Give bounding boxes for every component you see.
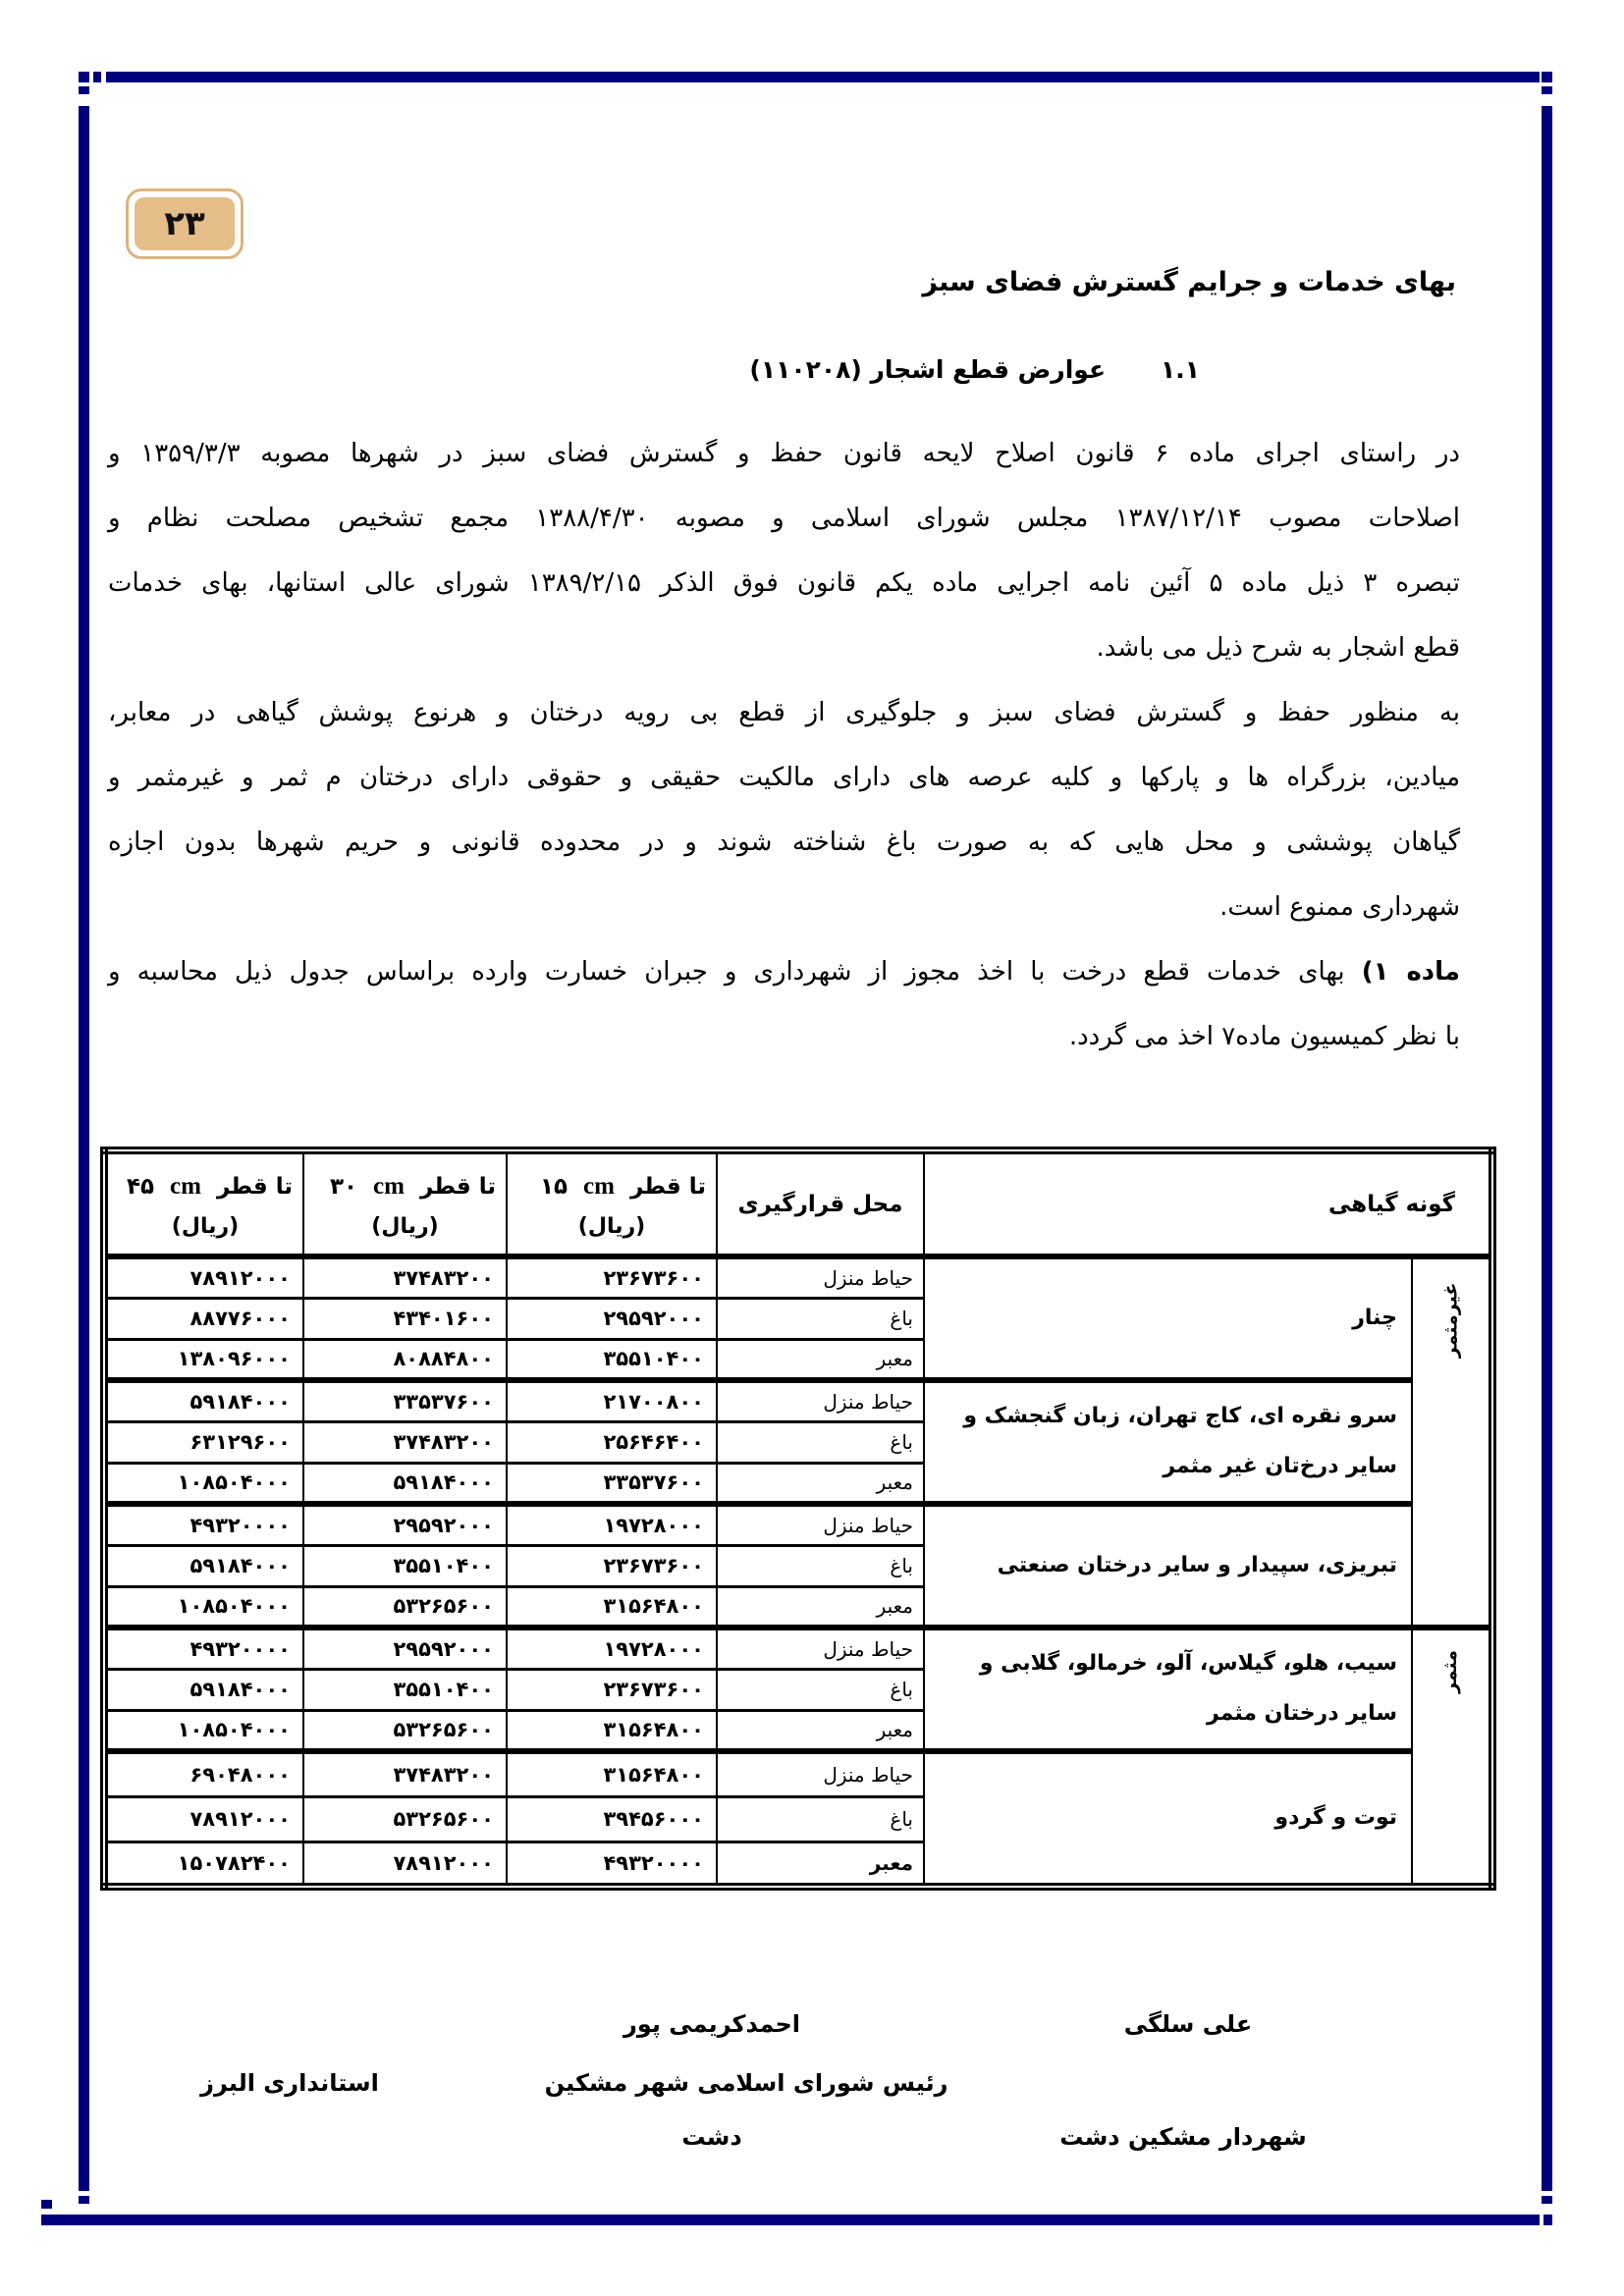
location-cell: باغ (717, 1421, 924, 1463)
diameter-unit: cm (373, 1173, 405, 1200)
price-45cm: ۵۹۱۸۴۰۰۰ (104, 1545, 303, 1586)
article-text: بهای خدمات قطع درخت با اخذ مجوز از شهرداری و جبران خسارت وارده براساس جدول ذیل محاسبه و (108, 957, 1345, 987)
category-cell-nonfruit (1412, 1256, 1492, 1628)
price-15cm: ۲۳۶۷۳۶۰۰ (507, 1545, 717, 1586)
price-15cm: ۳۵۵۱۰۴۰۰ (507, 1339, 717, 1380)
table-row (104, 1751, 1492, 1796)
species-cell: توت و گردو (924, 1751, 1412, 1887)
section-heading (749, 355, 1200, 384)
table-row (104, 1628, 1492, 1669)
border-corner-dash (41, 2200, 52, 2209)
location-cell: معبر (717, 1710, 924, 1751)
diameter-value: ۴۵ (126, 1174, 155, 1200)
price-45cm: ۵۹۱۸۴۰۰۰ (104, 1669, 303, 1710)
border-corner-dash (79, 86, 89, 94)
price-15cm: ۳۳۵۳۷۶۰۰ (507, 1463, 717, 1504)
diameter-value: ۳۰ (329, 1174, 358, 1200)
price-30cm: ۴۳۴۰۱۶۰۰ (303, 1298, 507, 1339)
header-species: گونه گیاهی (924, 1150, 1492, 1256)
currency-label: (ریال) (371, 1214, 439, 1239)
location-cell: معبر (717, 1586, 924, 1628)
section-number: ۱.۱ (1160, 355, 1200, 384)
signature-council-role-line1: رئیس شورای اسلامی شهر مشکین (544, 2069, 948, 2097)
border-corner-dash (93, 72, 101, 82)
currency-label: (ریال) (171, 1214, 240, 1239)
price-15cm: ۱۹۷۲۸۰۰۰ (507, 1504, 717, 1545)
page-number-badge (126, 188, 244, 259)
paragraph-line: تبصره ۳ ذیل ماده ۵ آئین نامه اجرایی ماده یکم قانون فوق الذکر ۱۳۸۹/۲/۱۵ شورای عالی استانها، بهای خدمات (108, 568, 1460, 598)
price-30cm: ۳۷۴۸۳۲۰۰ (303, 1751, 507, 1796)
price-15cm: ۲۳۶۷۳۶۰۰ (507, 1669, 717, 1710)
tariff-table (100, 1147, 1496, 1891)
category-label: مثمر (1439, 1649, 1462, 1694)
location-cell: معبر (717, 1842, 924, 1887)
price-15cm: ۳۱۵۶۴۸۰۰ (507, 1710, 717, 1751)
price-45cm: ۶۳۱۲۹۶۰۰ (104, 1421, 303, 1463)
diameter-unit: cm (170, 1173, 201, 1200)
header-diameter-45 (104, 1150, 303, 1256)
price-45cm: ۷۸۹۱۲۰۰۰ (104, 1796, 303, 1842)
section-title: عوارض قطع اشجار (۱۱۰۲۰۸) (749, 355, 1107, 384)
location-cell: حیاط منزل (717, 1751, 924, 1796)
page-number: ۲۳ (135, 197, 235, 250)
price-45cm: ۱۳۸۰۹۶۰۰۰ (104, 1339, 303, 1380)
signature-mayor-role: شهردار مشکین دشت (1059, 2123, 1307, 2151)
price-30cm: ۸۰۸۸۴۸۰۰ (303, 1339, 507, 1380)
price-15cm: ۲۹۵۹۲۰۰۰ (507, 1298, 717, 1339)
price-15cm: ۲۱۷۰۰۸۰۰ (507, 1380, 717, 1421)
price-15cm: ۳۹۴۵۶۰۰۰ (507, 1796, 717, 1842)
paragraph-line: به منظور حفظ و گسترش فضای سبز و جلوگیری از قطع بی رویه درختان و هرنوع پوشش گیاهی در معابر، (108, 698, 1460, 727)
diameter-unit: cm (583, 1173, 615, 1200)
species-cell: سرو نقره ای، کاج تهران، زبان گنجشک و سایر درخ‌تان غیر مثمر (924, 1380, 1412, 1504)
price-30cm: ۷۸۹۱۲۰۰۰ (303, 1842, 507, 1887)
price-30cm: ۵۳۲۶۵۶۰۰ (303, 1710, 507, 1751)
price-30cm: ۲۹۵۹۲۰۰۰ (303, 1504, 507, 1545)
price-30cm: ۵۳۲۶۵۶۰۰ (303, 1796, 507, 1842)
header-diameter-30 (303, 1150, 507, 1256)
price-15cm: ۴۹۳۲۰۰۰۰ (507, 1842, 717, 1887)
diameter-prefix: تا قطر (629, 1174, 706, 1200)
category-cell-fruit (1412, 1628, 1492, 1887)
price-45cm: ۱۰۸۵۰۴۰۰۰ (104, 1463, 303, 1504)
border-corner-dash (1523, 72, 1531, 82)
price-30cm: ۵۳۲۶۵۶۰۰ (303, 1586, 507, 1628)
location-cell: حیاط منزل (717, 1380, 924, 1421)
category-label: غیرمثمر (1439, 1282, 1462, 1359)
currency-label: (ریال) (577, 1214, 646, 1239)
location-cell: باغ (717, 1796, 924, 1842)
species-cell: سیب، هلو، گیلاس، آلو، خرمالو، گلابی و سایر درختان مثمر (924, 1628, 1412, 1751)
header-location: محل قرارگیری (717, 1150, 924, 1256)
paragraph-line: قطع اشجار به شرح ذیل می باشد. (1096, 633, 1460, 663)
border-corner-dash (1542, 86, 1552, 94)
price-15cm: ۲۵۶۴۶۴۰۰ (507, 1421, 717, 1463)
paragraph-line: با نظر کمیسیون ماده۷ اخذ می گردد. (1068, 1022, 1460, 1051)
price-15cm: ۱۹۷۲۸۰۰۰ (507, 1628, 717, 1669)
price-30cm: ۳۵۵۱۰۴۰۰ (303, 1545, 507, 1586)
price-45cm: ۱۵۰۷۸۲۴۰۰ (104, 1842, 303, 1887)
location-cell: حیاط منزل (717, 1628, 924, 1669)
page-border-top (106, 72, 1540, 82)
paragraph-line (108, 939, 1460, 1004)
table-row (104, 1504, 1492, 1545)
diameter-prefix: تا قطر (216, 1174, 293, 1200)
paragraph-line: در راستای اجرای ماده ۶ قانون اصلاح لایحه قانون حفظ و گسترش فضای سبز در شهرها مصوبه ۱۳۵۹/۳/۳ و (108, 439, 1461, 468)
page-border-right (1542, 106, 1552, 2191)
price-30cm: ۳۷۴۸۳۲۰۰ (303, 1421, 507, 1463)
price-45cm: ۱۰۸۵۰۴۰۰۰ (104, 1710, 303, 1751)
location-cell: باغ (717, 1669, 924, 1710)
paragraph-line: گیاهان پوششی و محل هایی که به صورت باغ شناخته شوند و در محدوده قانونی و حریم شهرها بدون اجازه (108, 828, 1460, 857)
border-corner-square (79, 72, 89, 82)
border-corner-dash (1543, 2215, 1552, 2225)
price-45cm: ۱۰۸۵۰۴۰۰۰ (104, 1586, 303, 1628)
page-border-left (79, 106, 89, 2191)
header-diameter-15 (507, 1150, 717, 1256)
price-45cm: ۴۹۳۲۰۰۰۰ (104, 1504, 303, 1545)
price-15cm: ۳۱۵۶۴۸۰۰ (507, 1751, 717, 1796)
diameter-value: ۱۵ (539, 1174, 568, 1200)
price-45cm: ۶۹۰۴۸۰۰۰ (104, 1751, 303, 1796)
signature-council-role-line2: دشت (681, 2123, 742, 2151)
price-45cm: ۵۹۱۸۴۰۰۰ (104, 1380, 303, 1421)
price-30cm: ۳۳۵۳۷۶۰۰ (303, 1380, 507, 1421)
tariff-table-container (100, 1147, 1496, 1891)
location-cell: حیاط منزل (717, 1504, 924, 1545)
table-header-row (104, 1150, 1492, 1256)
paragraph-line: شهرداری ممنوع است. (1219, 892, 1460, 922)
location-cell: معبر (717, 1339, 924, 1380)
table-row (104, 1256, 1492, 1298)
signature-council-name: احمدکریمی پور (623, 2010, 800, 2038)
page-border-bottom (41, 2215, 1540, 2225)
location-cell: باغ (717, 1545, 924, 1586)
price-45cm: ۸۸۷۷۶۰۰۰ (104, 1298, 303, 1339)
page-title: بهای خدمات و جرایم گسترش فضای سبز (922, 267, 1456, 297)
price-30cm: ۳۷۴۸۳۲۰۰ (303, 1256, 507, 1298)
species-cell: تبریزی، سپیدار و سایر درختان صنعتی (924, 1504, 1412, 1628)
border-corner-dash (79, 2196, 89, 2204)
border-corner-dash (1542, 2196, 1552, 2204)
price-30cm: ۲۹۵۹۲۰۰۰ (303, 1628, 507, 1669)
species-cell: چنار (924, 1256, 1412, 1380)
signature-governorate: استانداری البرز (200, 2069, 379, 2097)
location-cell: حیاط منزل (717, 1256, 924, 1298)
price-15cm: ۲۳۶۷۳۶۰۰ (507, 1256, 717, 1298)
paragraph-line: میادین، بزرگراه ها و پارکها و کلیه عرصه های دارای مالکیت حقیقی و حقوقی دارای درختان م ثمر و غیرمثمر و (108, 763, 1460, 792)
article-label: ماده ۱) (1361, 957, 1460, 987)
location-cell: باغ (717, 1298, 924, 1339)
price-45cm: ۷۸۹۱۲۰۰۰ (104, 1256, 303, 1298)
body-text (108, 421, 1460, 1069)
location-cell: معبر (717, 1463, 924, 1504)
signature-mayor-name: علی سلگی (1123, 2010, 1253, 2038)
table-row (104, 1380, 1492, 1421)
diameter-prefix: تا قطر (419, 1174, 496, 1200)
border-corner-square (1542, 72, 1552, 82)
price-30cm: ۳۵۵۱۰۴۰۰ (303, 1669, 507, 1710)
price-30cm: ۵۹۱۸۴۰۰۰ (303, 1463, 507, 1504)
price-45cm: ۴۹۳۲۰۰۰۰ (104, 1628, 303, 1669)
paragraph-line: اصلاحات مصوب ۱۳۸۷/۱۲/۱۴ مجلس شورای اسلامی و مصوبه ۱۳۸۸/۴/۳۰ مجمع تشخیص مصلحت نظام و (108, 504, 1461, 533)
price-15cm: ۳۱۵۶۴۸۰۰ (507, 1586, 717, 1628)
